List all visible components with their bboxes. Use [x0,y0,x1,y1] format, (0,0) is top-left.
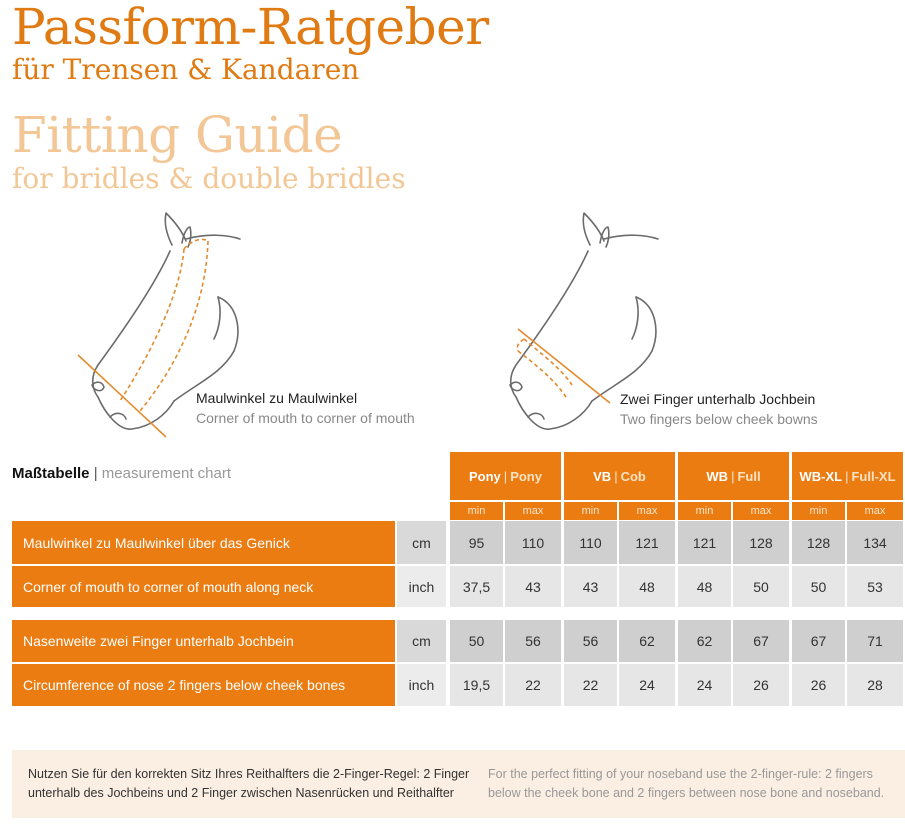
table-cell: 71 [847,620,903,662]
table-cell: 67 [792,620,845,662]
size-header-full [678,452,789,500]
table-cell: 53 [847,566,903,607]
chart-title [12,465,231,482]
row-unit: inch [397,566,446,607]
size-separator: | [731,468,735,484]
illustration-caption-de: Maulwinkel zu Maulwinkel [196,390,358,406]
table-cell: 134 [847,521,903,564]
table-cell: 26 [792,664,845,706]
table-cell: 48 [619,566,675,607]
table-cell: 62 [678,620,731,662]
chart-title-separator: | [93,465,98,482]
size-name-de: Pony [469,468,501,484]
table-cell: 110 [505,521,561,564]
table-cell: 28 [847,664,903,706]
max-header: max [619,502,675,520]
size-header-cob [564,452,675,500]
row-unit: inch [397,664,446,706]
table-cell: 19,5 [450,664,503,706]
table-cell: 121 [619,521,675,564]
table-cell: 22 [505,664,561,706]
fitting-note-en: For the perfect fitting of your noseband use the 2-finger-rule: 2 fingers below the cheek bone and 2 fingers between nose bone and noseband. [488,767,885,800]
table-cell: 128 [733,521,789,564]
size-name-en: Full-XL [851,468,896,484]
fitting-note-de: Nutzen Sie für den korrekten Sitz Ihres Reithalfters die 2-Finger-Regel: 2 Finger unterhalb des Jochbeins und 2 Finger zwischen Nasenrücken und Reithalfter [28,767,470,800]
size-name-de: WB [706,468,729,484]
table-cell: 110 [564,521,617,564]
table-cell: 50 [733,566,789,607]
table-cell: 43 [505,566,561,607]
min-header: min [564,502,617,520]
row-label: Nasenweite zwei Finger unterhalb Jochbein [12,620,395,662]
row-unit: cm [397,620,446,662]
table-cell: 24 [619,664,675,706]
table-cell: 121 [678,521,731,564]
table-cell: 56 [564,620,617,662]
row-unit: cm [397,521,446,564]
table-cell: 50 [792,566,845,607]
chart-title-en: measurement chart [101,465,232,482]
row-label: Corner of mouth to corner of mouth along neck [12,566,395,607]
size-header-pony [450,452,561,500]
min-header: min [450,502,503,520]
table-cell: 26 [733,664,789,706]
row-label: Maulwinkel zu Maulwinkel über das Genick [12,521,395,564]
size-header-full-xl [792,452,903,500]
table-cell: 48 [678,566,731,607]
illustration-caption-en: Corner of mouth to corner of mouth [196,410,415,426]
page-subtitle-de: für Trensen & Kandaren [12,53,360,86]
table-cell: 24 [678,664,731,706]
size-separator: | [503,468,508,484]
size-name-en: Pony [510,468,542,484]
size-separator: | [614,468,618,484]
row-label: Circumference of nose 2 fingers below cheek bones [12,664,395,706]
table-cell: 43 [564,566,617,607]
size-name-en: Full [737,468,761,484]
illustration-caption-de: Zwei Finger unterhalb Jochbein [620,391,816,407]
page-title-de: Passform-Ratgeber [12,0,489,56]
table-cell: 37,5 [450,566,503,607]
fitting-note [12,750,905,818]
table-cell: 50 [450,620,503,662]
table-cell: 128 [792,521,845,564]
page-subtitle-en: for bridles & double bridles [12,162,406,195]
size-separator: | [845,468,849,484]
min-header: min [678,502,731,520]
illustration-caption-en: Two fingers below cheek bowns [620,411,818,427]
max-header: max [847,502,903,520]
size-name-en: Cob [620,468,646,484]
table-cell: 22 [564,664,617,706]
max-header: max [733,502,789,520]
table-cell: 95 [450,521,503,564]
size-name-de: VB [593,468,612,484]
chart-title-de: Maßtabelle [12,465,90,482]
min-header: min [792,502,845,520]
page-title-en: Fitting Guide [12,106,343,164]
size-name-de: WB-XL [799,468,843,484]
max-header: max [505,502,561,520]
table-cell: 56 [505,620,561,662]
table-cell: 67 [733,620,789,662]
table-cell: 62 [619,620,675,662]
